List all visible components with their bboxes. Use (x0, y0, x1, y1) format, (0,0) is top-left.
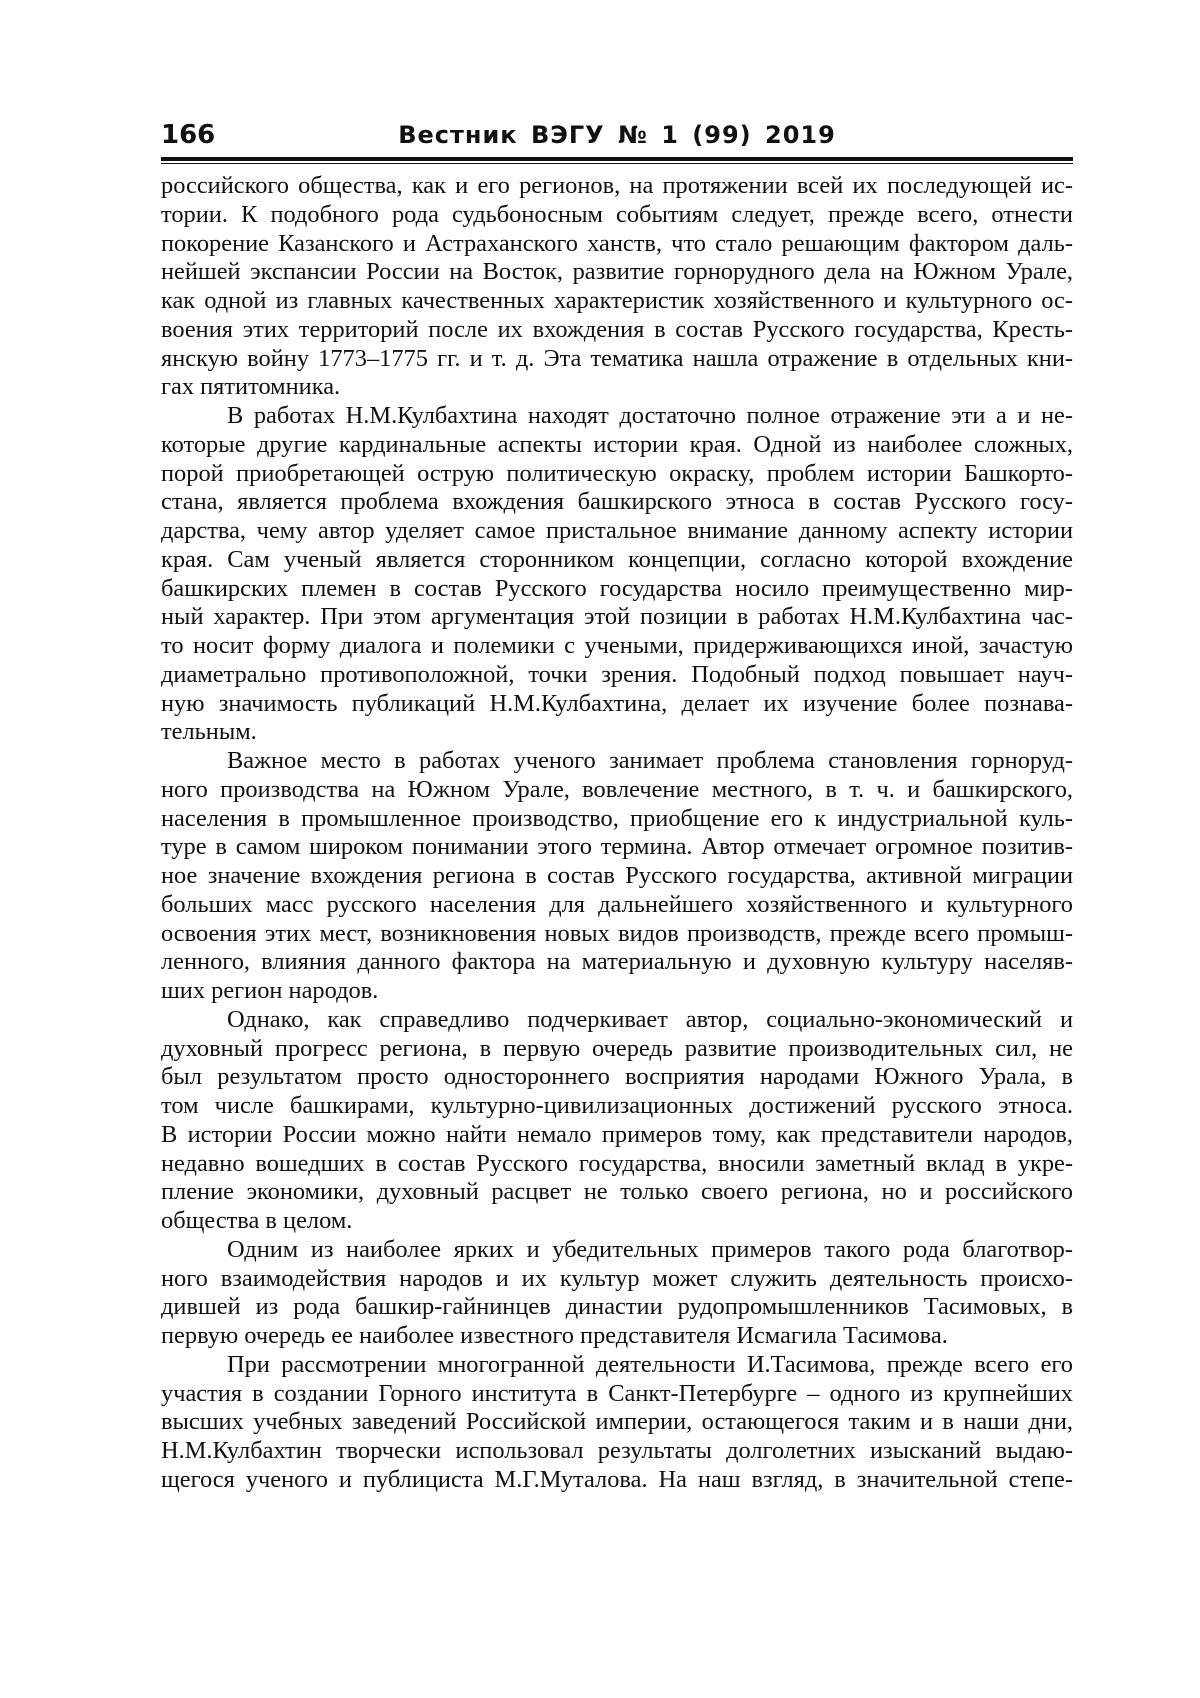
text-line: как одной из главных качественных характеристик хозяйственного и культурного ос- (161, 287, 1073, 314)
text-line: края. Сам ученый является сторонником концепции, согласно которой вхождение (161, 545, 1073, 573)
running-header (161, 120, 1073, 154)
text-line: тории. К подобного рода судьбоносным событиям следует, прежде всего, отнести (161, 200, 1073, 228)
header-rule-thick (161, 157, 1073, 161)
paragraph (161, 1351, 1073, 1495)
text-line: туре в самом широком понимании этого термина. Автор отмечает огромное позитив- (161, 833, 1073, 861)
text-line: В работах Н.М.Кулбахтина находят достаточно полное отражение эти а и не- (227, 402, 1073, 429)
text-line: башкирских племен в состав Русского государства носило преимущественно мир- (161, 574, 1073, 602)
paragraph (161, 402, 1073, 747)
text-line: янскую войну 1773–1775 гг. и т. д. Эта тематика нашла отражение в отдельных кни- (161, 344, 1073, 372)
text-line: Важное место в работах ученого занимает проблема становления горноруд- (227, 747, 1073, 774)
text-line: щегося ученого и публициста М.Г.Муталова. На наш взгляд, в значительной степе- (161, 1465, 1073, 1493)
text-line: российского общества, как и его регионов, на протяжении всей их последующей ис- (161, 172, 1073, 199)
text-line: духовный прогресс региона, в первую очередь развитие производительных сил, не (161, 1034, 1073, 1062)
journal-title: Вестник ВЭГУ № 1 (99) 2019 (398, 121, 836, 149)
text-line: Одним из наиболее ярких и убедительных примеров такого рода благотвор- (227, 1235, 1073, 1263)
page-number: 166 (161, 120, 216, 150)
paragraph (161, 1006, 1073, 1236)
text-line: первую очередь ее наиболее известного представителя Исмагила Тасимова. (161, 1322, 948, 1349)
text-line: воения этих территорий после их вхождения в состав Русского государства, Кресть- (161, 315, 1073, 343)
text-line: ших регион народов. (161, 977, 379, 1004)
text-line: ного взаимодействия народов и их культур может служить деятельность происхо- (161, 1264, 1073, 1292)
text-line: высших учебных заведений Российской империи, остающегося таким и в наши дни, (161, 1408, 1073, 1436)
text-line: был результатом просто одностороннего восприятия народами Южного Урала, в (161, 1063, 1073, 1091)
text-line: больших масс русского населения для дальнейшего хозяйственного и культурного (161, 890, 1073, 918)
text-line: недавно вошедших в состав Русского государства, вносили заметный вклад в укре- (161, 1149, 1073, 1177)
text-line: пление экономики, духовный расцвет не только своего региона, но и российского (161, 1178, 1073, 1206)
paragraph (161, 172, 1073, 402)
text-line: В истории России можно найти немало примеров тому, как представители народов, (161, 1120, 1073, 1148)
article-body (161, 172, 1073, 1495)
paragraph (161, 747, 1073, 1006)
text-line: освоения этих мест, возникновения новых видов производств, прежде всего промыш- (161, 919, 1073, 947)
text-line: участия в создании Горного института в Санкт-Петербурге – одного из крупнейших (161, 1379, 1073, 1407)
text-line: населения в промышленное производство, приобщение его к индустриальной куль- (161, 804, 1073, 832)
text-line: ное значение вхождения региона в состав Русского государства, активной миграции (161, 862, 1073, 889)
text-line: нейшей экспансии России на Восток, развитие горнорудного дела на Южном Урале, (161, 258, 1073, 286)
text-line: которые другие кардинальные аспекты истории края. Одной из наиболее сложных, (161, 430, 1073, 458)
text-line: ную значимость публикаций Н.М.Кулбахтина, делает их изучение более познава- (161, 689, 1073, 717)
text-line: порой приобретающей острую политическую окраску, проблем истории Башкорто- (161, 459, 1073, 487)
text-line: общества в целом. (161, 1207, 353, 1234)
text-line: покорение Казанского и Астраханского ханств, что стало решающим фактором даль- (161, 229, 1073, 257)
text-line: диаметрально противоположной, точки зрения. Подобный подход повышает науч- (161, 660, 1073, 688)
text-line: дившей из рода башкир-гайнинцев династии рудопромышленников Тасимовых, в (161, 1293, 1073, 1321)
text-line: гах пятитомника. (161, 373, 341, 401)
text-line: При рассмотрении многогранной деятельности И.Тасимова, прежде всего его (227, 1350, 1073, 1378)
text-line: тельным. (161, 718, 257, 746)
text-line: Н.М.Кулбахтин творчески использовал результаты долголетних изысканий выдаю- (161, 1437, 1073, 1464)
paragraph (161, 1236, 1073, 1351)
text-line: дарства, чему автор уделяет самое пристальное внимание данному аспекту истории (161, 517, 1073, 544)
text-line: том числе башкирами, культурно-цивилизационных достижений русского этноса. (161, 1092, 1073, 1119)
text-line: ного производства на Южном Урале, вовлечение местного, в т. ч. и башкирского, (161, 775, 1073, 803)
text-line: Однако, как справедливо подчеркивает автор, социально-экономический и (227, 1005, 1073, 1033)
text-line: то носит форму диалога и полемики с учеными, придерживающихся иной, зачастую (161, 632, 1073, 659)
header-rule-thin (161, 163, 1073, 164)
text-line: ленного, влияния данного фактора на материальную и духовную культуру населяв- (161, 948, 1073, 976)
text-line: стана, является проблема вхождения башкирского этноса в состав Русского госу- (161, 488, 1073, 516)
text-line: ный характер. При этом аргументация этой позиции в работах Н.М.Кулбахтина час- (161, 603, 1073, 631)
